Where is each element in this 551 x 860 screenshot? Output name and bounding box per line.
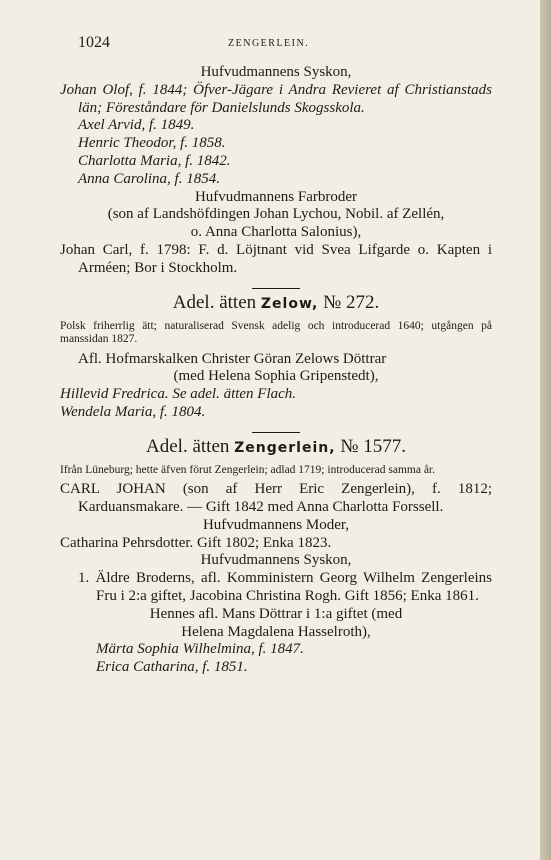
family-name: Zelow, [260,295,319,312]
title-prefix: Adel. ätten [146,435,230,457]
afl-line-1: Afl. Hofmarskalken Christer Göran Zelows Döttrar [78,350,387,367]
page-header [78,34,478,56]
daughters-line-2: Helena Magdalena Hasselroth), [181,623,371,640]
entry-marta: Märta Sophia Wilhelmina, f. 1847. [96,641,304,658]
running-head: ZENGERLEIN. [228,38,310,49]
siblings-heading: Hufvudmannens Syskon, [200,64,352,80]
entry-hillevid: Hillevid Fredrica. Se adel. ätten Flach. [60,386,297,403]
afl-line-2: (med Helena Sophia Gripenstedt), [173,368,379,385]
uncle-heading: Hufvudmannens Farbroder [194,188,358,205]
entry-aldre-broderns: 1. Äldre Broderns, afl. Komministern Georg Wilhelm Zengerleins Fru i 2:a giftet, Jacobina Christina Rogh. Gift 1856; Enka 1861. [78,570,492,605]
uncle-parentage-1: (son af Landshöfdingen Johan Lychou, Nobil. af Zellén, [107,206,445,223]
entry-johan-olof: Johan Olof, f. 1844; Öfver-Jägare i Andra Revieret af Christianstads län; Föreståndare för Danielslunds Skogsskola. [60,81,492,116]
mother-heading: Hufvudmannens Moder, [202,516,350,533]
section-note-zengerlein: Ifrån Lüneburg; hette äfven förut Zengerlein; adlad 1719; introducerad samma år. [60,463,435,476]
entry-erica: Erica Catharina, f. 1851. [96,659,248,676]
section-rule [252,432,300,433]
entry-johan-carl: Johan Carl, f. 1798: F. d. Löjtnant vid Svea Lifgarde o. Kapten i Arméen; Bor i Stockholm. [60,241,492,276]
entry-carl-johan: CARL JOHAN (son af Herr Eric Zengerlein), f. 1812; Karduansmakare. — Gift 1842 med Anna Charlotta Forssell. [60,481,492,516]
entry-wendela: Wendela Maria, f. 1804. [60,403,206,420]
entry-henric-theodor: Henric Theodor, f. 1858. [78,135,226,152]
page-edge [540,0,551,860]
title-number: № 272. [323,291,380,313]
family-name: Zengerlein, [234,439,336,456]
section-note-zelow: Polsk friherrlig ätt; naturaliserad Svensk adelig och introducerad 1640; utgången på manssidan 1827. [60,319,492,346]
title-prefix: Adel. ätten [172,291,257,313]
title-number: № 1577. [340,435,406,457]
page-body [60,64,492,677]
page-number: 1024 [78,34,110,51]
section-title-zengerlein [60,435,492,460]
entry-charlotta-maria: Charlotta Maria, f. 1842. [78,152,231,169]
section-rule [252,288,300,289]
uncle-parentage-2: o. Anna Charlotta Salonius), [190,224,362,241]
entry-axel-arvid: Axel Arvid, f. 1849. [78,117,195,134]
siblings-heading-2: Hufvudmannens Syskon, [200,552,352,569]
entry-anna-carolina: Anna Carolina, f. 1854. [78,170,220,187]
section-title-zelow [60,291,492,316]
entry-catharina: Catharina Pehrsdotter. Gift 1802; Enka 1823. [60,534,332,551]
daughters-line-1: Hennes afl. Mans Döttrar i 1:a giftet (med [149,605,403,622]
